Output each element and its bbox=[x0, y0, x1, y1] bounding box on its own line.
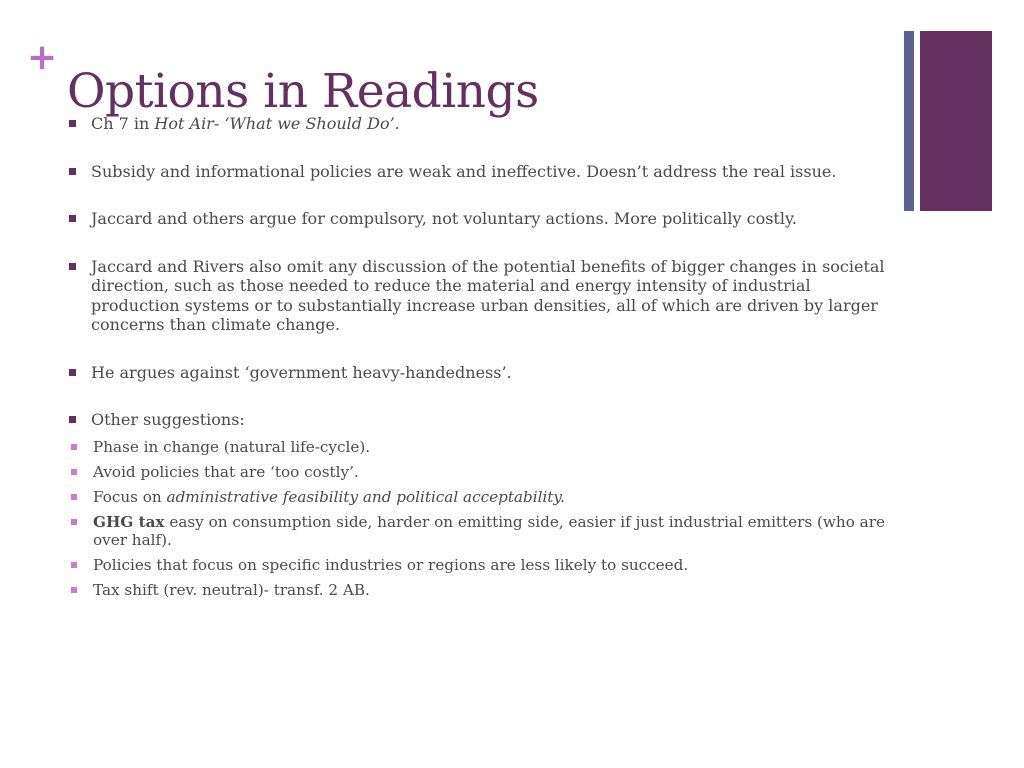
sub-bullet-text-italic: administrative feasibility and political acceptability. bbox=[166, 487, 565, 506]
sub-bullet-item bbox=[67, 581, 887, 599]
sub-bullet-item bbox=[67, 513, 887, 549]
square-sub-bullet-icon bbox=[71, 562, 77, 568]
bullet-item bbox=[67, 257, 887, 335]
bullet-item bbox=[67, 162, 887, 182]
bullet-text: Subsidy and informational policies are weak and ineffective. Doesn’t address the real issue. bbox=[91, 161, 837, 181]
square-sub-bullet-icon bbox=[71, 519, 77, 525]
bullet-item bbox=[67, 209, 887, 229]
sub-bullet-text: easy on consumption side, harder on emitting side, easier if just industrial emitters (who are over half). bbox=[93, 512, 885, 549]
sub-bullet-text: Tax shift (rev. neutral)- transf. 2 AB. bbox=[93, 580, 370, 599]
square-sub-bullet-icon bbox=[71, 494, 77, 500]
bullet-item bbox=[67, 114, 887, 134]
bullet-item bbox=[67, 363, 887, 383]
sub-bullet-item bbox=[67, 488, 887, 506]
sub-bullet-text-bold: GHG tax bbox=[93, 512, 165, 531]
square-bullet-icon bbox=[69, 416, 76, 423]
bullet-text: Jaccard and others argue for compulsory, not voluntary actions. More politically costly. bbox=[91, 209, 797, 228]
decorative-bar-thick bbox=[920, 31, 992, 211]
decorative-bar-thin bbox=[904, 31, 914, 211]
sub-bullet-item bbox=[67, 463, 887, 481]
bullet-text: He argues against ‘government heavy-handedness’. bbox=[91, 362, 512, 382]
plus-icon: + bbox=[27, 37, 58, 78]
sub-bullet-list bbox=[67, 438, 887, 599]
sub-bullet-item bbox=[67, 438, 887, 456]
bullet-text-italic: Hot Air- ‘What we Should Do’. bbox=[154, 114, 400, 133]
square-bullet-icon bbox=[69, 369, 76, 376]
square-sub-bullet-icon bbox=[71, 444, 77, 450]
square-bullet-icon bbox=[69, 215, 76, 222]
bullet-text: Ch 7 in bbox=[91, 114, 155, 133]
square-sub-bullet-icon bbox=[71, 469, 77, 475]
slide-title: Options in Readings bbox=[67, 64, 539, 119]
sub-bullet-text: Phase in change (natural life-cycle). bbox=[93, 437, 371, 456]
square-bullet-icon bbox=[69, 168, 76, 175]
bullet-text: Jaccard and Rivers also omit any discussion of the potential benefits of bigger changes in societal direction, such as those needed to reduce the material and energy intensity of industrial production systems or to substantially increase urban densities, all of which are driven by larger concerns than climate change. bbox=[91, 256, 885, 334]
sub-bullet-item bbox=[67, 556, 887, 574]
sub-bullet-text: Avoid policies that are ‘too costly’. bbox=[93, 462, 359, 481]
bullet-item bbox=[67, 410, 887, 599]
square-bullet-icon bbox=[69, 263, 76, 270]
sub-bullet-text: Policies that focus on specific industries or regions are less likely to succeed. bbox=[93, 555, 689, 574]
sub-bullet-text: Focus on bbox=[93, 487, 167, 506]
bullet-list bbox=[67, 114, 887, 606]
square-bullet-icon bbox=[69, 120, 76, 127]
bullet-text: Other suggestions: bbox=[91, 410, 245, 429]
square-sub-bullet-icon bbox=[71, 587, 77, 593]
